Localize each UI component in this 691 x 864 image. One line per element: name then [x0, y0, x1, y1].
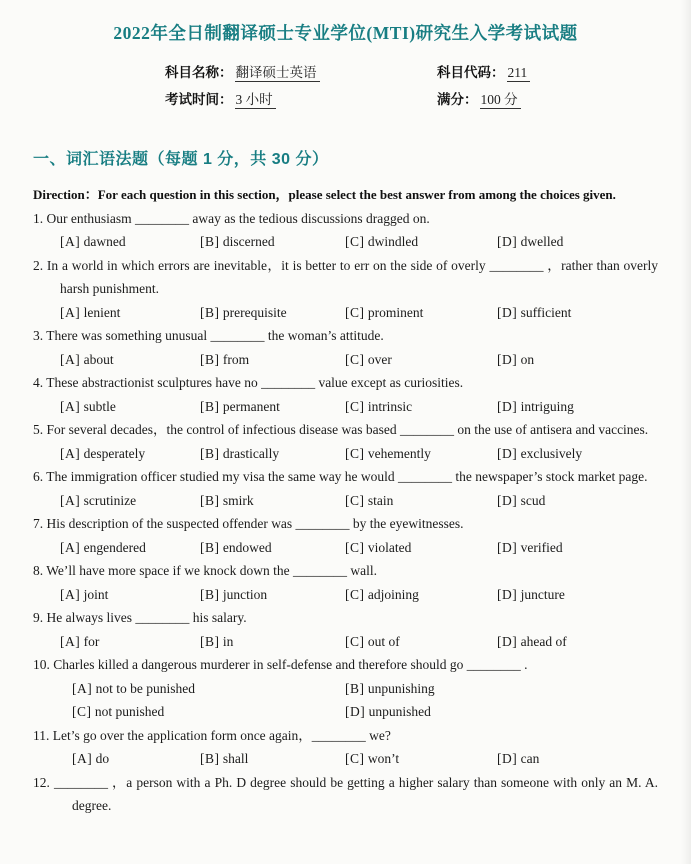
- option-letter: [D]: [497, 445, 518, 461]
- question-10-option-C: [C] not punished: [72, 704, 165, 719]
- field-subject-code: [437, 63, 658, 83]
- question-1-option-B: [B] discerned: [200, 234, 275, 249]
- question-3-option-D: [D] on: [497, 351, 535, 367]
- option-letter: [A]: [60, 586, 81, 602]
- question-12-text: 12. ________ ，a person with a Ph. D degree should be getting a higher salary than someone with only an M. A. degree.: [33, 774, 658, 813]
- question-2-option-D: [D] sufficient: [497, 304, 572, 320]
- option-letter: [D]: [497, 304, 518, 320]
- option-letter: [C]: [345, 492, 365, 508]
- option-letter: [B]: [200, 234, 220, 249]
- question-4-options: [60, 395, 658, 419]
- option-letter: [D]: [497, 586, 518, 602]
- question-10-option-A: [A] not to be punished: [72, 680, 195, 696]
- question-11-option-D: [D] can: [497, 751, 540, 766]
- question-3-text: 3. There was something unusual ________ the woman’s attitude.: [33, 328, 384, 343]
- question-6-option-A: [A] scrutinize: [60, 492, 137, 508]
- question-9-option-B: [B] in: [200, 633, 234, 649]
- option-letter: [B]: [345, 680, 365, 696]
- option-letter: [C]: [345, 445, 365, 461]
- question-2-option-A: [A] lenient: [60, 304, 121, 320]
- question-5-text: 5. For several decades，the control of infectious disease was based ________ on the use of antisera and vaccines.: [33, 422, 649, 437]
- option-letter: [B]: [200, 304, 220, 320]
- subject-code-value: 211: [507, 65, 531, 82]
- question-8-text: 8. We’ll have more space if we knock down the ________ wall.: [33, 563, 377, 578]
- option-letter: [D]: [497, 633, 518, 649]
- question-7-text: 7. His description of the suspected offender was ________ by the eyewitnesses.: [33, 516, 464, 531]
- question-11-option-B: [B] shall: [200, 751, 249, 766]
- question-6-options: [60, 489, 658, 513]
- option-letter: [A]: [72, 751, 93, 766]
- full-score-label: 满分：: [437, 92, 478, 107]
- question-2-option-C: [C] prominent: [345, 304, 424, 320]
- question-8-option-C: [C] adjoining: [345, 586, 419, 602]
- question-4-option-D: [D] intriguing: [497, 398, 574, 414]
- subject-name-label: 科目名称：: [165, 65, 233, 80]
- exam-title: 2022年全日制翻译硕士专业学位(MTI)研究生入学考试试题: [113, 23, 578, 43]
- question-3-options: [60, 348, 658, 372]
- question-4-option-B: [B] permanent: [200, 398, 280, 414]
- option-letter: [B]: [200, 633, 220, 649]
- option-letter: [B]: [200, 586, 220, 602]
- question-5-option-A: [A] desperately: [60, 445, 146, 461]
- subject-name-value: 翻译硕士英语: [235, 65, 320, 82]
- option-letter: [B]: [200, 398, 220, 414]
- question-6-option-D: [D] scud: [497, 492, 546, 508]
- question-1-text: 1. Our enthusiasm ________ away as the tedious discussions dragged on.: [33, 210, 430, 226]
- question-1-options: [60, 230, 658, 254]
- option-letter: [A]: [60, 234, 81, 249]
- question-1-option-A: [A] dawned: [60, 234, 126, 249]
- exam-duration-value: 3 小时: [235, 92, 276, 109]
- question-1-option-C: [C] dwindled: [345, 234, 419, 249]
- exam-header-fields: [165, 63, 658, 110]
- option-letter: [D]: [497, 751, 518, 766]
- question-9-options: [60, 630, 658, 654]
- question-10-text: 10. Charles killed a dangerous murderer in self-defense and therefore should go ________ .: [33, 657, 528, 672]
- question-5-options: [60, 442, 658, 466]
- option-letter: [A]: [60, 492, 81, 508]
- option-letter: [C]: [345, 633, 365, 649]
- option-letter: [B]: [200, 539, 220, 555]
- option-letter: [C]: [345, 539, 365, 555]
- option-letter: [C]: [345, 586, 365, 602]
- option-letter: [C]: [345, 304, 365, 320]
- question-11-text: 11. Let’s go over the application form once again，________ we?: [33, 727, 391, 743]
- question-7-option-B: [B] endowed: [200, 539, 272, 555]
- question-10-option-D: [D] unpunished: [345, 704, 431, 719]
- option-letter: [A]: [60, 539, 81, 555]
- question-7-option-C: [C] violated: [345, 539, 412, 555]
- option-letter: [C]: [72, 704, 92, 719]
- option-letter: [B]: [200, 492, 220, 508]
- option-letter: [D]: [497, 492, 518, 508]
- question-list: [33, 207, 658, 818]
- question-4-option-C: [C] intrinsic: [345, 398, 413, 414]
- option-letter: [A]: [60, 445, 81, 461]
- question-3-option-C: [C] over: [345, 351, 392, 367]
- exam-duration-label: 考试时间：: [165, 92, 233, 107]
- question-7-options: [60, 536, 658, 560]
- option-letter: [B]: [200, 351, 220, 367]
- option-letter: [A]: [60, 398, 81, 414]
- field-full-score: [437, 90, 658, 110]
- field-exam-duration: [165, 90, 437, 110]
- question-8-options: [60, 583, 658, 607]
- option-letter: [B]: [200, 445, 220, 461]
- subject-code-label: 科目代码：: [437, 65, 505, 80]
- question-2-text: 2. In a world in which errors are inevitable，it is better to err on the side of overly ________ ，rather than overly harsh punishment.: [33, 257, 658, 296]
- question-5-option-C: [C] vehemently: [345, 445, 431, 461]
- question-4-text: 4. These abstractionist sculptures have no ________ value except as curiosities.: [33, 375, 464, 390]
- question-5-option-D: [D] exclusively: [497, 445, 583, 461]
- question-9-option-A: [A] for: [60, 633, 100, 649]
- option-letter: [A]: [72, 680, 93, 696]
- option-letter: [D]: [345, 704, 366, 719]
- question-11-options: [72, 747, 658, 771]
- question-9-option-C: [C] out of: [345, 633, 400, 649]
- question-3-option-B: [B] from: [200, 351, 250, 367]
- section-title-vocab-grammar: 一、词汇语法题（每题 1 分，共 30 分）: [33, 151, 329, 168]
- question-9-text: 9. He always lives ________ his salary.: [33, 610, 247, 625]
- option-letter: [A]: [60, 304, 81, 320]
- question-10-option-B: [B] unpunishing: [345, 680, 435, 696]
- question-1-option-D: [D] dwelled: [497, 234, 564, 249]
- question-10-options: [72, 677, 658, 724]
- question-2-option-B: [B] prerequisite: [200, 304, 287, 320]
- question-11-option-A: [A] do: [72, 751, 110, 766]
- question-9-option-D: [D] ahead of: [497, 633, 567, 649]
- option-letter: [D]: [497, 539, 518, 555]
- option-letter: [D]: [497, 351, 518, 367]
- question-5-option-B: [B] drastically: [200, 445, 280, 461]
- question-7-option-A: [A] engendered: [60, 539, 146, 555]
- question-4-option-A: [A] subtle: [60, 398, 116, 414]
- question-3-option-A: [A] about: [60, 351, 114, 367]
- option-letter: [A]: [60, 351, 81, 367]
- question-2-options: [60, 301, 658, 325]
- field-subject-name: [165, 63, 437, 83]
- question-6-option-B: [B] smirk: [200, 492, 254, 508]
- option-letter: [D]: [497, 398, 518, 414]
- option-letter: [C]: [345, 234, 365, 249]
- section-direction: Direction：For each question in this section，please select the best answer from among the choices given.: [33, 187, 616, 202]
- option-letter: [D]: [497, 234, 518, 249]
- question-8-option-D: [D] juncture: [497, 586, 565, 602]
- option-letter: [C]: [345, 351, 365, 367]
- question-6-option-C: [C] stain: [345, 492, 394, 508]
- option-letter: [A]: [60, 633, 81, 649]
- option-letter: [C]: [345, 751, 365, 766]
- question-8-option-B: [B] junction: [200, 586, 268, 602]
- option-letter: [B]: [200, 751, 220, 766]
- full-score-value: 100 分: [480, 92, 521, 109]
- question-8-option-A: [A] joint: [60, 586, 109, 602]
- question-6-text: 6. The immigration officer studied my visa the same way he would ________ the newspaper’s stock market page.: [33, 469, 648, 484]
- option-letter: [C]: [345, 398, 365, 414]
- question-7-option-D: [D] verified: [497, 539, 563, 555]
- question-11-option-C: [C] won’t: [345, 751, 400, 766]
